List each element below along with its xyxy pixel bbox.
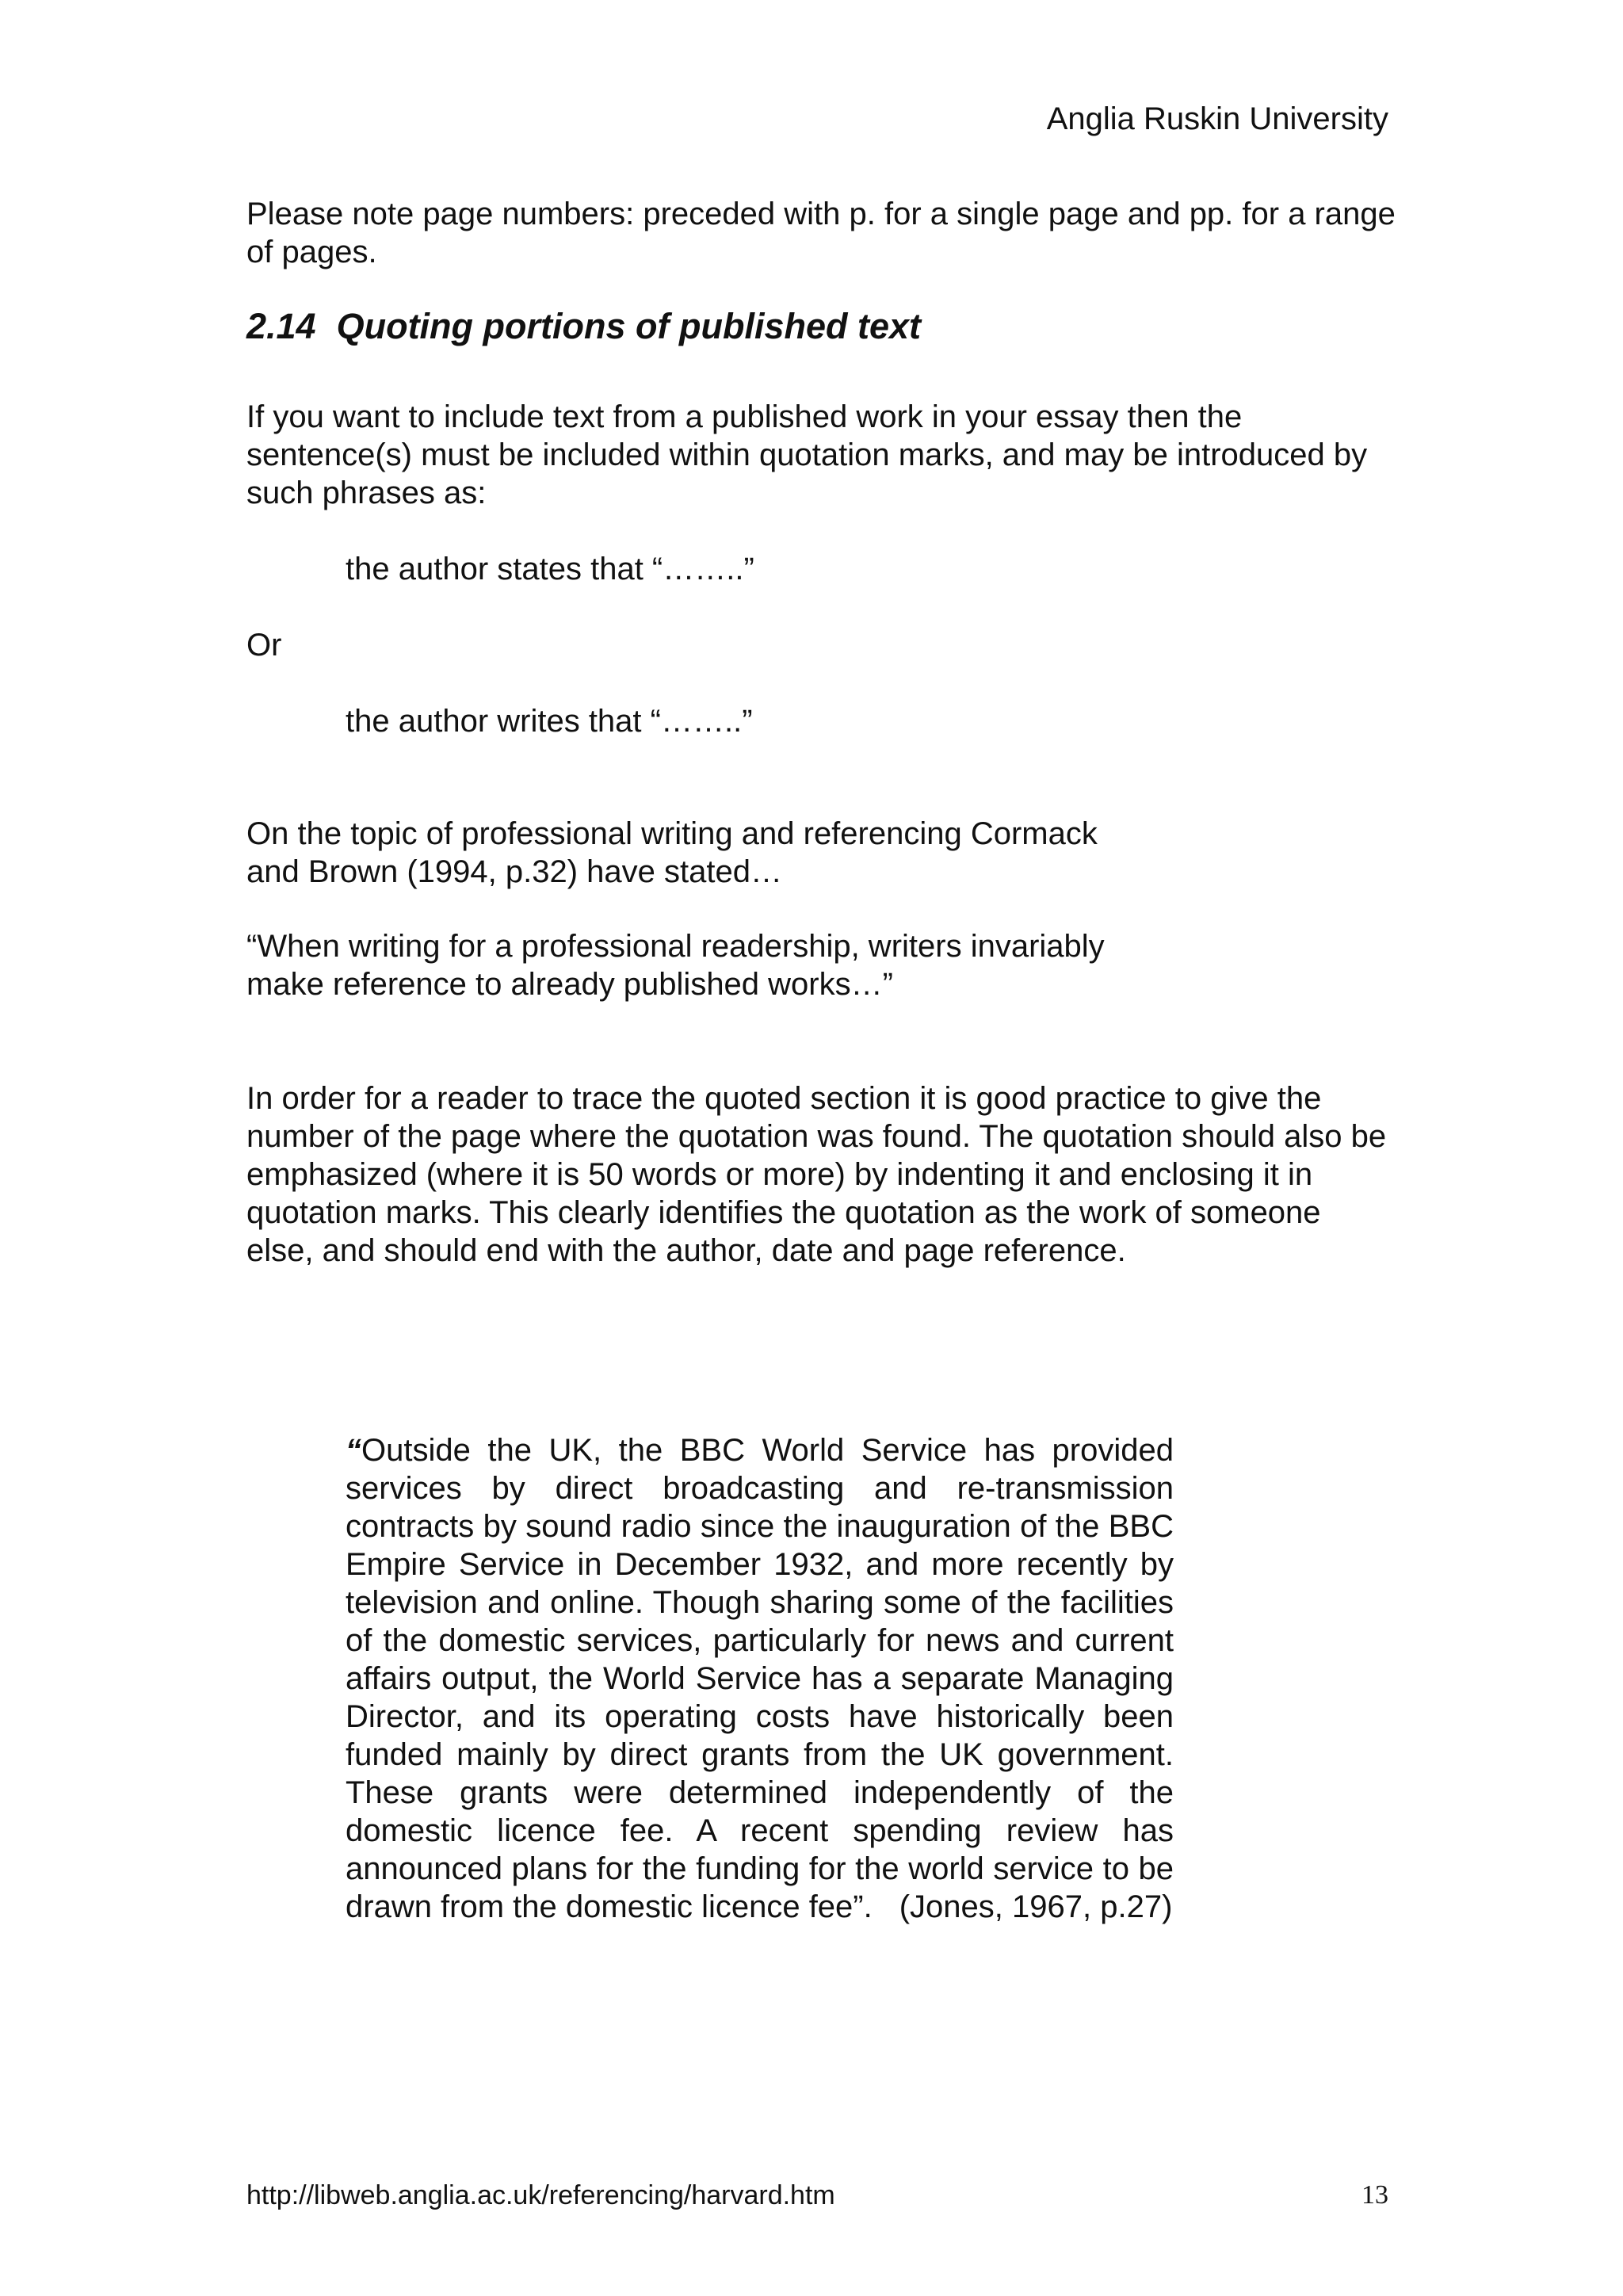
block-quotation (346, 1431, 1174, 1926)
example-phrase-writes: the author writes that “……..” (346, 704, 753, 739)
intro-paragraph: If you want to include text from a published work in your essay then the sentence(s) must be included within quotation marks, and may be introduced by such phrases as: (246, 399, 1368, 510)
or-label: Or (246, 628, 282, 663)
practice-paragraph: In order for a reader to trace the quoted section it is good practice to give the number of the page where the quotation was found. The quotation should also be emphasized (where it is 50 words or more) by indenting it and enclosing it in quotation marks. This clearly identifies the quotation as the work of someone else, and should end with the author, date and page reference. (246, 1081, 1387, 1268)
footer-url: http://libweb.anglia.ac.uk/referencing/harvard.htm (246, 2180, 835, 2210)
section-heading (246, 304, 921, 349)
block-quote-citation: (Jones, 1967, p.27) (899, 1889, 1173, 1924)
page-number: 13 (1361, 2180, 1388, 2210)
section-number: 2.14 (246, 306, 316, 346)
opening-quote-mark: “ (346, 1433, 361, 1468)
section-title: Quoting portions of published text (336, 306, 922, 346)
cormack-quote: “When writing for a professional readership, writers invariably make reference to already published works…” (246, 929, 1105, 1002)
page-numbers-note: Please note page numbers: preceded with p. for a single page and pp. for a range of pages. (246, 197, 1396, 269)
running-header: Anglia Ruskin University (1046, 101, 1388, 136)
cormack-intro: On the topic of professional writing and referencing Cormack and Brown (1994, p.32) have stated… (246, 816, 1098, 889)
block-quote-text: Outside the UK, the BBC World Service has provided services by direct broadcasting and re-transmission contracts by sound radio since the inauguration of the BBC Empire Service in December 1932, and more recently by television and online. Though sharing some of the facilities of the domestic services, particularly for news and current affairs output, the World Service has a separate Managing Director, and its operating costs have historically been funded mainly by direct grants from the UK government. These grants were determined independently of the domestic licence fee. A recent spending review has announced plans for the funding for the world service to be drawn from the domestic licence fee”. (346, 1433, 1174, 1924)
example-phrase-states: the author states that “……..” (346, 552, 754, 586)
